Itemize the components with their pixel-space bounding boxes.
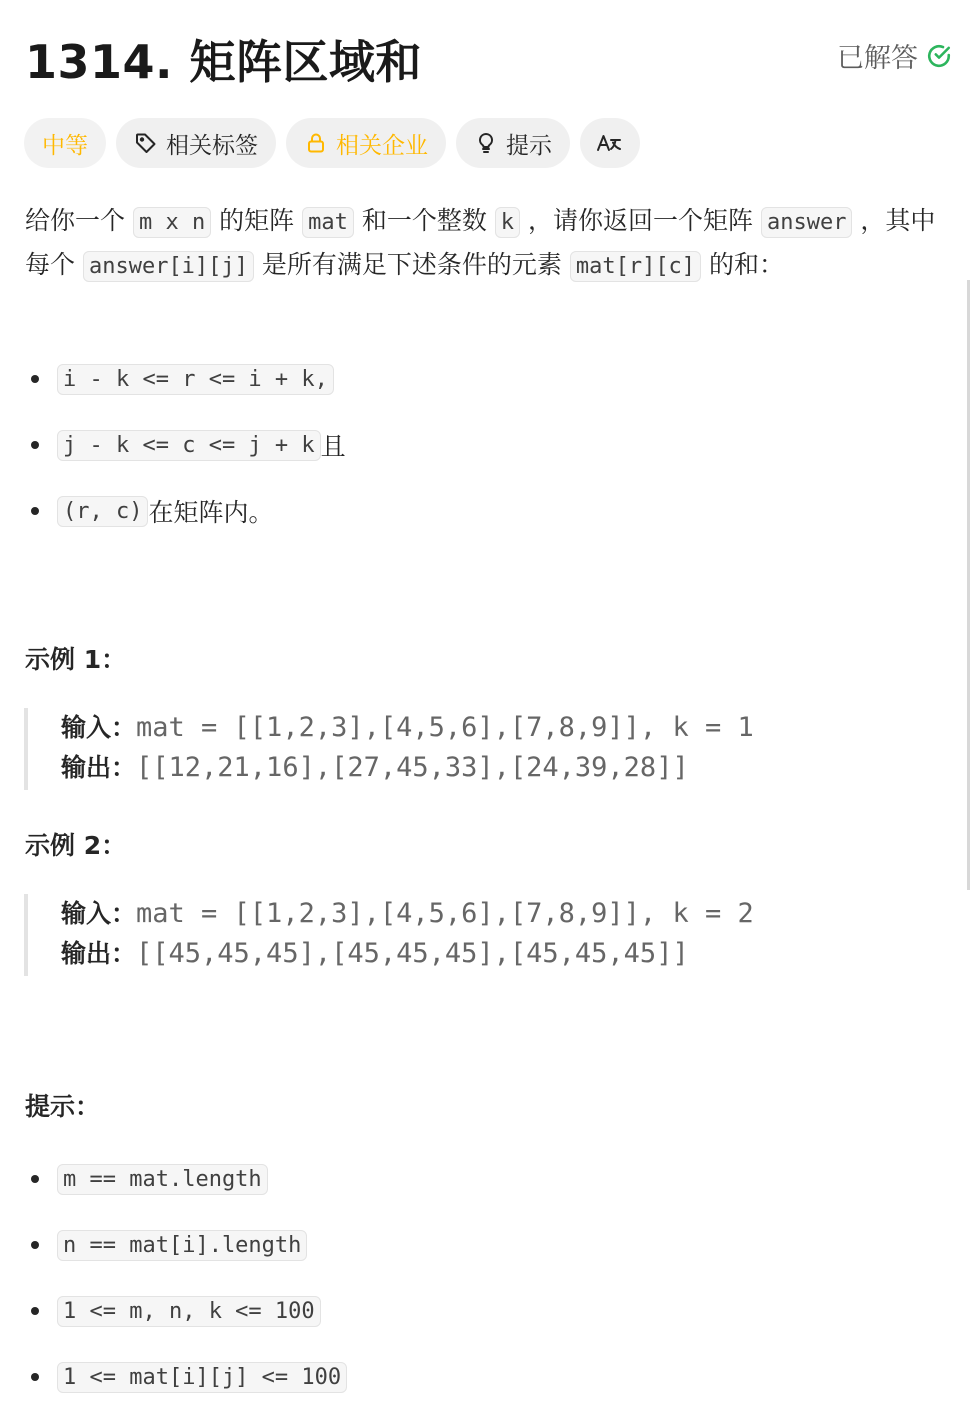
hints-label: 提示	[506, 132, 552, 159]
tag-bar	[24, 118, 640, 168]
translate-button[interactable]	[580, 118, 640, 168]
example-2-block	[24, 894, 754, 976]
inline-code: answer[i][j]	[83, 251, 254, 282]
input-label: 输入：	[61, 713, 137, 742]
related-companies-button[interactable]	[286, 118, 446, 168]
difficulty-label: 中等	[42, 132, 88, 159]
output-value: [[45,45,45],[45,45,45],[45,45,45]]	[136, 938, 689, 969]
inline-code: 1 <= m, n, k <= 100	[57, 1296, 321, 1327]
inline-code: n == mat[i].length	[57, 1230, 307, 1261]
example-1-block	[24, 708, 754, 790]
inline-code: answer	[761, 207, 852, 238]
description-text: 给你一个	[25, 206, 126, 235]
problem-description	[25, 200, 945, 288]
output-label: 输出：	[61, 753, 137, 782]
tag-icon	[134, 131, 158, 155]
inline-code: m == mat.length	[57, 1164, 268, 1195]
example-1-heading: 示例 1：	[25, 645, 127, 674]
constraints-heading: 提示：	[25, 1092, 101, 1121]
inline-code: k	[495, 207, 520, 238]
input-value: mat = [[1,2,3],[4,5,6],[7,8,9]], k = 2	[136, 898, 754, 929]
input-value: mat = [[1,2,3],[4,5,6],[7,8,9]], k = 1	[136, 712, 754, 743]
related-tags-label: 相关标签	[166, 132, 258, 159]
hints-button[interactable]	[456, 118, 570, 168]
check-circle-icon	[926, 43, 952, 69]
inline-code: mat	[302, 207, 354, 238]
problem-title: 1314. 矩阵区域和	[25, 35, 423, 89]
list-item	[25, 357, 346, 401]
inline-code: m x n	[133, 207, 211, 238]
list-item	[25, 1289, 347, 1333]
related-tags-button[interactable]	[116, 118, 276, 168]
description-text: 的矩阵	[219, 206, 295, 235]
inline-code: (r, c)	[57, 496, 148, 527]
example-2-heading: 示例 2：	[25, 831, 127, 860]
solved-status	[837, 36, 952, 75]
description-text: ，请你返回一个矩阵	[528, 206, 754, 235]
inline-code: j - k <= c <= j + k	[57, 430, 321, 461]
solved-label: 已解答	[837, 43, 918, 74]
list-item	[25, 1223, 347, 1267]
lightbulb-icon	[474, 131, 498, 155]
inline-code: i - k <= r <= i + k,	[57, 364, 334, 395]
description-text: ，其中每个	[25, 206, 936, 279]
related-companies-label: 相关企业	[336, 132, 428, 159]
description-text: 和一个整数	[361, 206, 487, 235]
output-label: 输出：	[61, 939, 137, 968]
inline-code: 1 <= mat[i][j] <= 100	[57, 1362, 347, 1393]
description-text: 是所有满足下述条件的元素	[261, 250, 562, 279]
input-label: 输入：	[61, 899, 137, 928]
condition-list	[25, 357, 346, 533]
description-text: 的和：	[709, 250, 785, 279]
constraints-list	[25, 1157, 347, 1399]
output-value: [[12,21,16],[27,45,33],[24,39,28]]	[136, 752, 689, 783]
list-item-text: 且	[320, 432, 346, 461]
translate-icon	[596, 131, 624, 155]
inline-code: mat[r][c]	[570, 251, 701, 282]
list-item	[25, 423, 346, 467]
difficulty-badge	[24, 118, 106, 168]
lock-icon	[304, 131, 328, 155]
list-item	[25, 489, 346, 533]
list-item-text: 在矩阵内。	[148, 498, 274, 527]
list-item	[25, 1157, 347, 1201]
list-item	[25, 1355, 347, 1399]
